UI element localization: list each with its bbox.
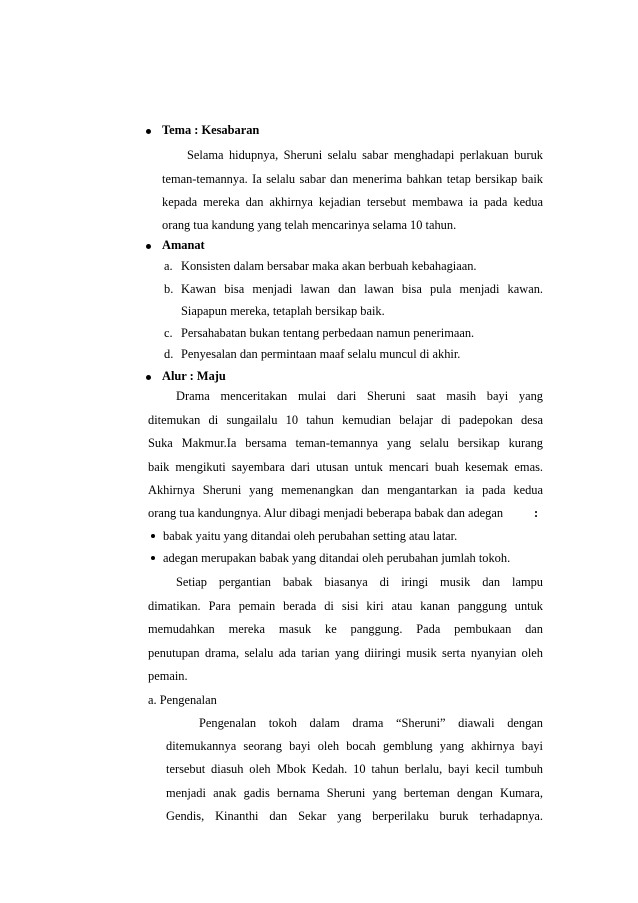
amanat-item-b-line-1: Kawan bisa menjadi lawan dan lawan bisa pula menjadi kawan. [181,282,543,296]
alur-para1-line-5: Akhirnya Sheruni yang memenangkan dan mengantarkan ia pada kedua [148,483,543,497]
alur-para2-line-1: Setiap pergantian babak biasanya di iringi musik dan lampu [176,575,543,589]
amanat-item-c: Persahabatan bukan tentang perbedaan namun penerimaan. [181,326,475,340]
tema-line-4: orang tua kandung yang telah mencarinya selama 10 tahun. [162,218,457,232]
alur-para1-line-2: ditemukan di sungailalu 10 tahun kemudian belajar di padepokan desa [148,413,543,427]
amanat-marker-d: d. [164,347,174,361]
alur-para1-line-6: orang tua kandungnya. Alur dibagi menjadi beberapa babak dan adegan [148,506,504,520]
amanat-item-d: Penyesalan dan permintaan maaf selalu muncul di akhir. [181,347,461,361]
bullet-icon [151,534,155,538]
alur-para1-line-3: Suka Makmur.Ia bersama teman-temannya yang selalu bersikap kurang [148,436,543,450]
pengenalan-label: a. Pengenalan [148,693,217,707]
alur-para2-line-5: pemain. [148,669,188,683]
pengenalan-line-2: ditemukannya seorang bayi oleh bocah gemblung yang akhirnya bayi [166,739,543,753]
alur-sub-bullet-2: adegan merupakan babak yang ditandai oleh perubahan jumlah tokoh. [163,551,511,565]
pengenalan-line-3: tersebut diasuh oleh Mbok Kedah. 10 tahun berlalu, bayi kecil tumbuh [166,762,543,776]
alur-heading: Alur : Maju [162,369,226,383]
pengenalan-line-5: Gendis, Kinanthi dan Sekar yang berperilaku buruk terhadapnya. [166,809,543,823]
amanat-marker-c: c. [164,326,173,340]
amanat-marker-a: a. [164,259,173,273]
alur-para2-line-4: penutupan drama, selalu ada tarian yang diiringi musik serta nyanyian oleh [148,646,543,660]
tema-line-3: kepada mereka dan akhirnya kejadian tersebut membawa ia pada kedua [162,195,543,209]
pengenalan-line-1: Pengenalan tokoh dalam drama “Sheruni” diawali dengan [199,716,543,730]
bullet-icon [146,244,151,249]
amanat-item-b-line-2: Siapapun mereka, tetaplah bersikap baik. [181,304,385,318]
alur-sub-bullet-1: babak yaitu yang ditandai oleh perubahan setting atau latar. [163,529,458,543]
amanat-heading: Amanat [162,238,205,252]
bullet-icon [151,556,155,560]
alur-para1-line-4: baik mengikuti sayembara dari utusan untuk mencari buah kesemak emas. [148,460,543,474]
alur-para1-line-1: Drama menceritakan mulai dari Sheruni saat masih bayi yang [176,389,543,403]
tema-heading: Tema : Kesabaran [162,123,260,137]
bullet-icon [146,375,151,380]
amanat-item-a: Konsisten dalam bersabar maka akan berbuah kebahagiaan. [181,259,477,273]
alur-para2-line-3: memudahkan mereka masuk ke panggung. Pada pembukaan dan [148,622,543,636]
alur-para2-line-2: dimatikan. Para pemain berada di sisi kiri atau kanan panggung untuk [148,599,543,613]
bullet-icon [146,129,151,134]
amanat-marker-b: b. [164,282,174,296]
tema-line-1: Selama hidupnya, Sheruni selalu sabar menghadapi perlakuan buruk [187,148,543,162]
pengenalan-line-4: menjadi anak gadis bernama Sheruni yang berteman dengan Kumara, [166,786,543,800]
alur-para1-colon: : [534,506,539,520]
tema-line-2: teman-temannya. Ia selalu sabar dan menerima bahkan tetap bersikap baik [162,172,543,186]
